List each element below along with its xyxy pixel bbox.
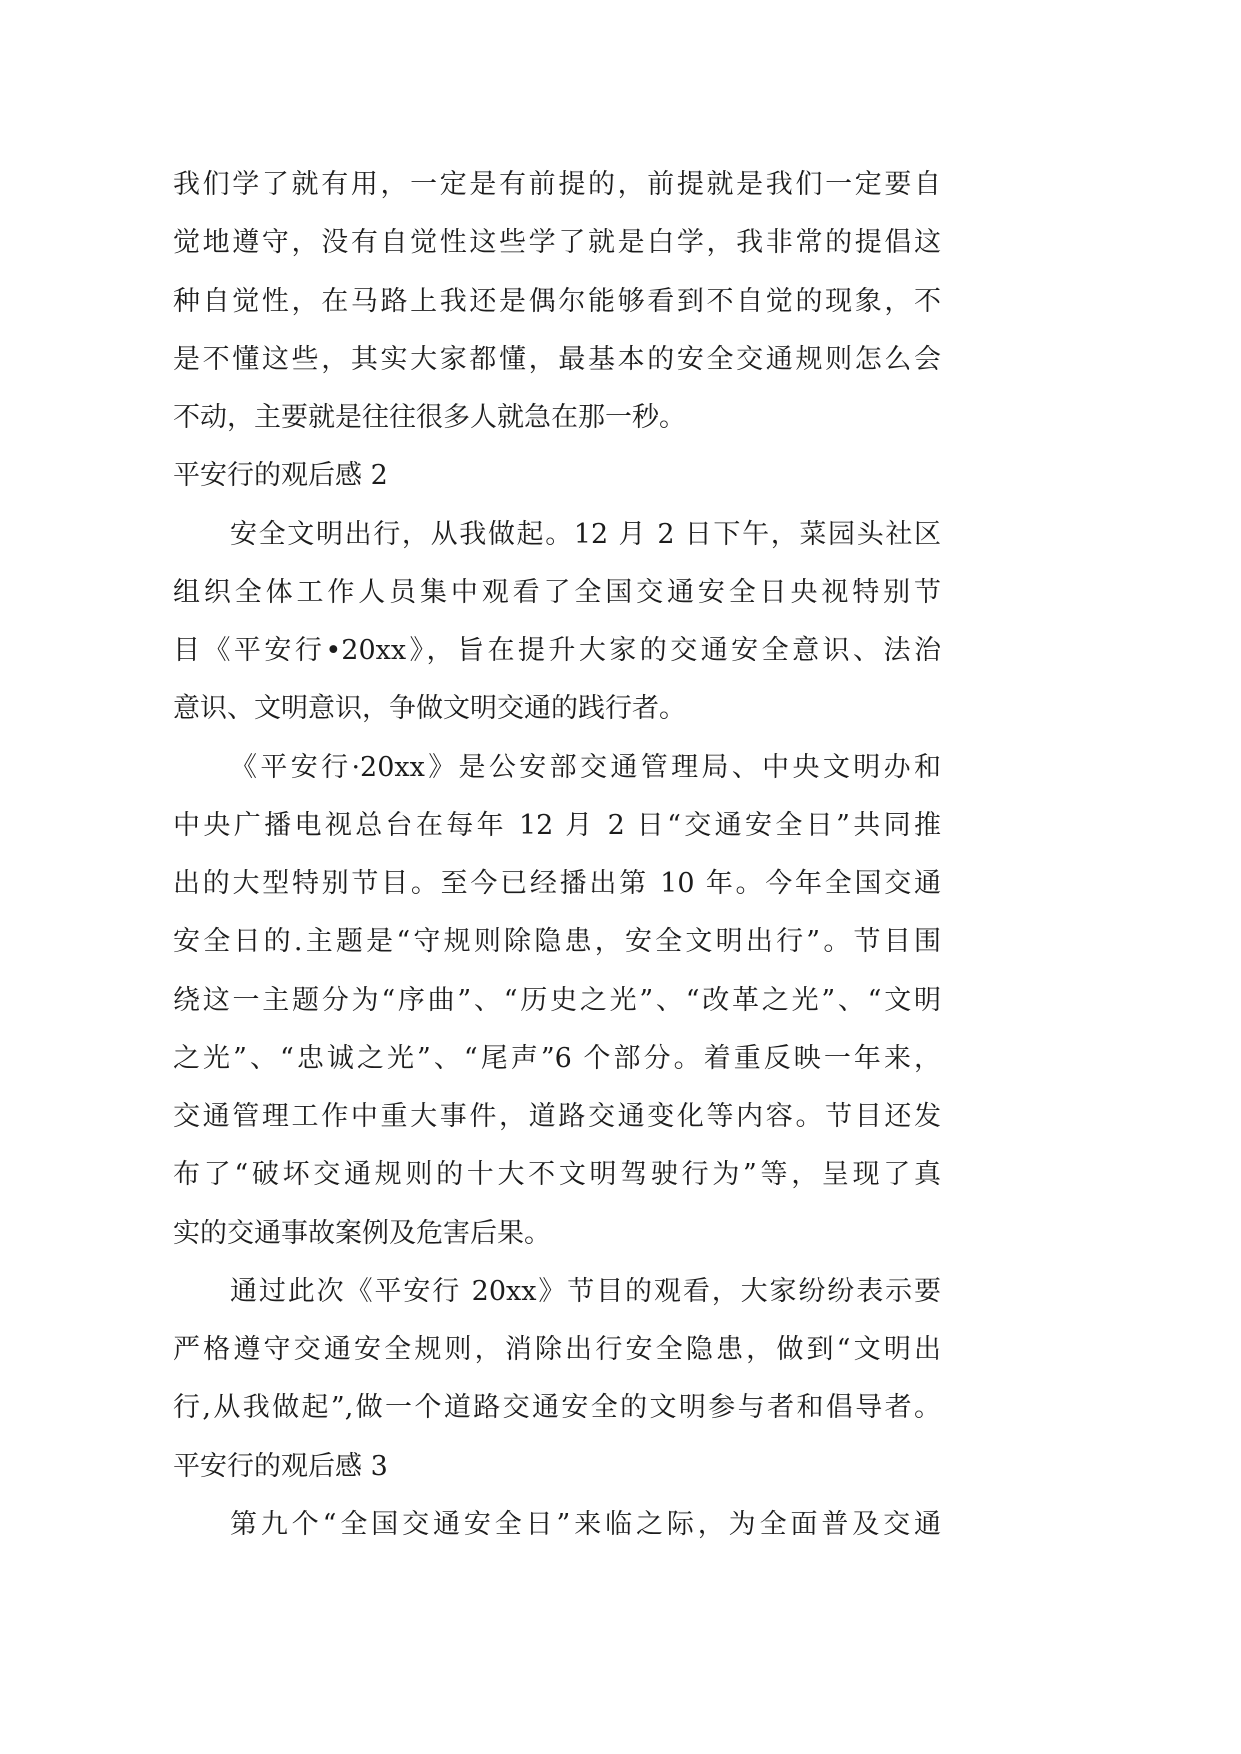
text-line: 通过此次《平安行 20xx》节目的观看，大家纷纷表示要 <box>230 1275 941 1307</box>
text-line: 是不懂这些，其实大家都懂，最基本的安全交通规则怎么会 <box>173 343 941 375</box>
section-heading: 平安行的观后感 2 <box>173 460 388 492</box>
text-line: 安全文明出行，从我做起。12 月 2 日下午，菜园头社区 <box>230 518 941 550</box>
text-line: 严格遵守交通安全规则，消除出行安全隐患，做到“文明出 <box>173 1334 941 1365</box>
text-line: 行,从我做起”,做一个道路交通安全的文明参与者和倡导者。 <box>173 1392 941 1424</box>
text-line: 布了“破坏交通规则的十大不文明驾驶行为”等，呈现了真 <box>173 1159 941 1191</box>
section-heading: 平安行的观后感 3 <box>173 1450 388 1482</box>
text-line: 目《平安行•20xx》，旨在提升大家的交通安全意识、法治 <box>173 635 941 666</box>
document-body <box>173 156 941 1554</box>
text-line: 出的大型特别节目。至今已经播出第 10 年。今年全国交通 <box>173 868 941 899</box>
text-line: 交通管理工作中重大事件，道路交通变化等内容。节目还发 <box>173 1101 941 1132</box>
text-line: 组织全体工作人员集中观看了全国交通安全日央视特别节 <box>173 576 941 608</box>
text-line: 我们学了就有用，一定是有前提的，前提就是我们一定要自 <box>173 169 941 200</box>
text-line: 第九个“全国交通安全日”来临之际，为全面普及交通 <box>230 1508 941 1540</box>
paragraph <box>173 739 941 1263</box>
text-line: 中央广播电视总台在每年 12 月 2 日“交通安全日”共同推 <box>173 809 941 841</box>
text-line: 《平安行·20xx》是公安部交通管理局、中央文明办和 <box>230 751 941 783</box>
text-line: 不动，主要就是往往很多人就急在那一秒。 <box>173 402 686 433</box>
paragraph <box>173 156 941 447</box>
text-line: 绕这一主题分为“序曲”、“历史之光”、“改革之光”、“文明 <box>173 984 941 1016</box>
text-line: 种自觉性，在马路上我还是偶尔能够看到不自觉的现象，不 <box>173 285 941 317</box>
text-line: 意识、文明意识，争做文明交通的践行者。 <box>173 693 686 725</box>
text-line: 实的交通事故案例及危害后果。 <box>173 1217 551 1249</box>
paragraph <box>173 1496 941 1554</box>
text-line: 安全日的.主题是“守规则除隐患，安全文明出行”。节目围 <box>173 926 941 958</box>
text-line: 之光”、“忠诚之光”、“尾声”6 个部分。着重反映一年来， <box>173 1042 941 1074</box>
text-line: 觉地遵守，没有自觉性这些学了就是白学，我非常的提倡这 <box>173 227 941 259</box>
paragraph <box>173 506 941 739</box>
paragraph <box>173 1263 941 1438</box>
